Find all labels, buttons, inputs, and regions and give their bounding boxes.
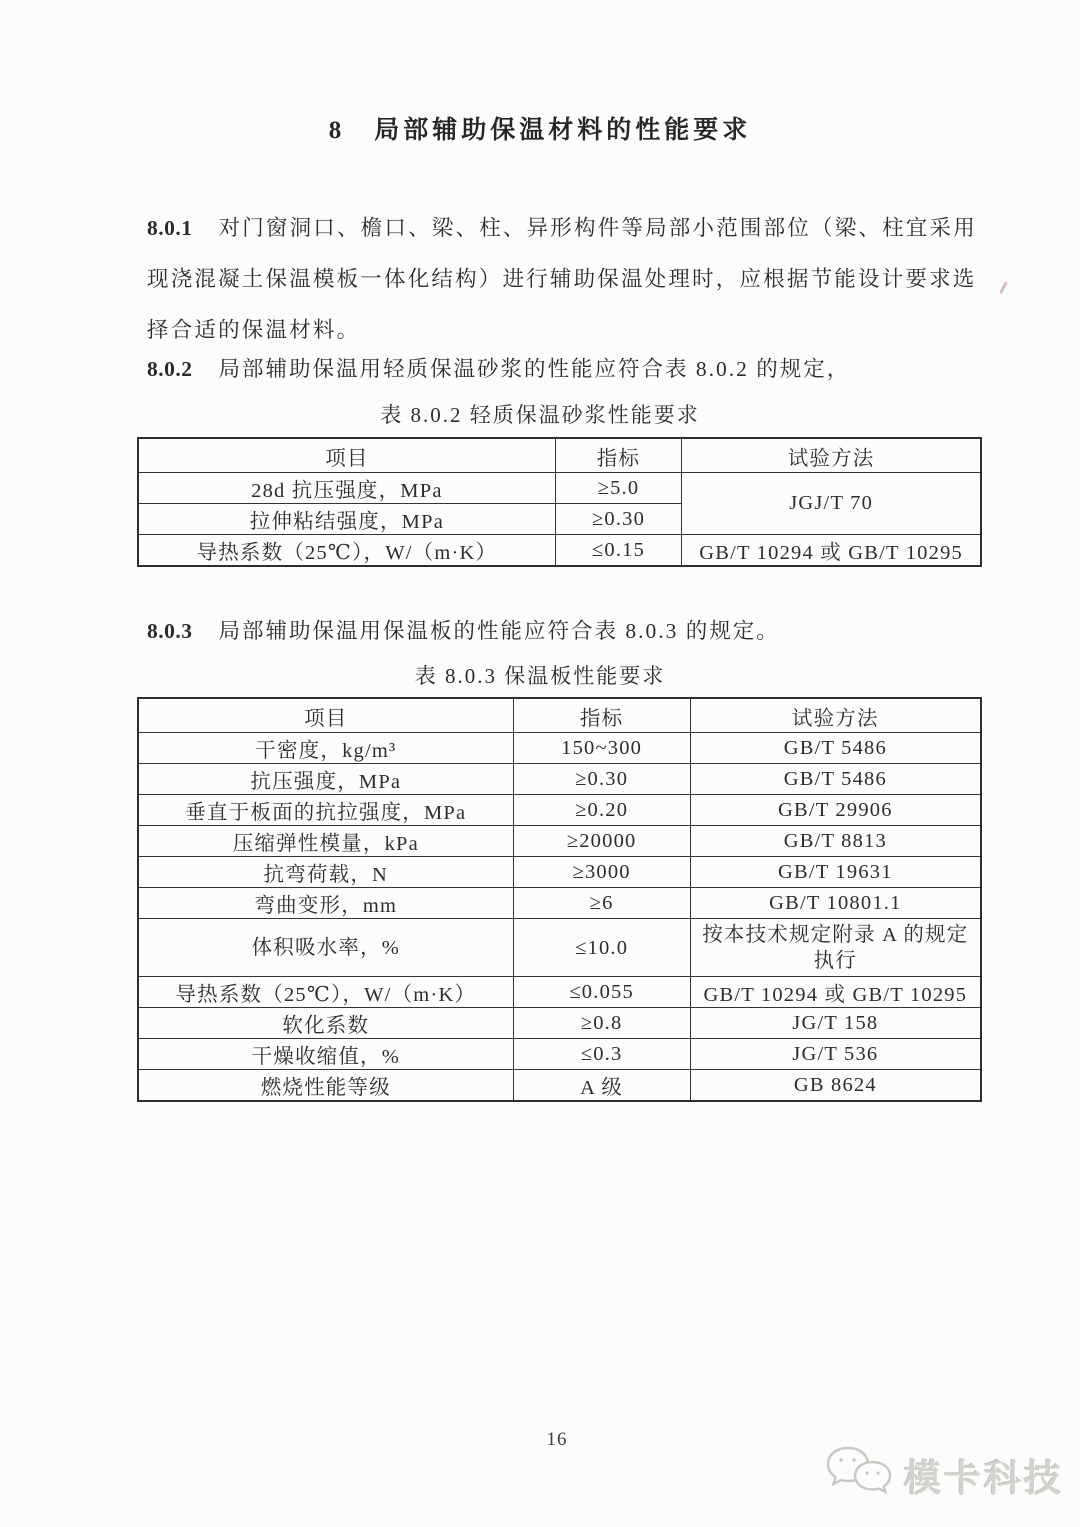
cell-method: GB/T 19631 (690, 857, 981, 888)
table-row (138, 888, 981, 919)
section-8-0-3 (147, 611, 993, 651)
watermark (824, 1444, 1064, 1506)
cell-method-merged: JGJ/T 70 (682, 473, 981, 535)
cell-value: ≤0.15 (555, 535, 681, 567)
header-value: 指标 (555, 438, 681, 473)
header-method: 试验方法 (682, 438, 981, 473)
cell-item: 垂直于板面的抗拉强度，MPa (138, 795, 513, 826)
header-item: 项目 (138, 438, 555, 473)
table-row (138, 1039, 981, 1070)
cell-value: ≤0.055 (513, 977, 690, 1008)
section-8-0-2 (147, 349, 993, 389)
cell-method: GB/T 10294 或 GB/T 10295 (690, 977, 981, 1008)
cell-value: ≥3000 (513, 857, 690, 888)
table-row (138, 1008, 981, 1039)
table-8-0-2-caption: 表 8.0.2 轻质保温砂浆性能要求 (380, 403, 700, 427)
table-row (138, 919, 981, 977)
cell-value: ≥0.30 (555, 504, 681, 535)
section-8-0-1-line-1 (147, 203, 993, 254)
section-8-0-1-line-2 (147, 254, 993, 305)
cell-value: ≤0.3 (513, 1039, 690, 1070)
scan-artifact-mark (999, 281, 1007, 294)
cell-item: 抗压强度，MPa (138, 764, 513, 795)
section-text: 现浇混凝土保温模板一体化结构）进行辅助保温处理时，应根据节能设计要求选 (147, 267, 977, 291)
cell-item: 28d 抗压强度，MPa (138, 473, 555, 504)
cell-method: GB/T 5486 (690, 764, 981, 795)
table-row (138, 535, 981, 567)
cell-method: JG/T 158 (690, 1008, 981, 1039)
table-8-0-3 (137, 697, 982, 1102)
section-text: 择合适的保温材料。 (147, 318, 361, 342)
cell-method: GB/T 10294 或 GB/T 10295 (682, 535, 981, 567)
section-text: 局部辅助保温用保温板的性能应符合表 8.0.3 的规定。 (218, 619, 780, 643)
table-8-0-2 (137, 437, 982, 567)
cell-item: 压缩弹性模量，kPa (138, 826, 513, 857)
cell-item: 抗弯荷载，N (138, 857, 513, 888)
wechat-chat-bubbles-icon (824, 1444, 898, 1506)
table-row (138, 733, 981, 764)
page-title: 8 局部辅助保温材料的性能要求 (328, 117, 752, 144)
cell-item: 干密度，kg/m³ (138, 733, 513, 764)
cell-value: ≥5.0 (555, 473, 681, 504)
cell-method: 按本技术规定附录 A 的规定执行 (690, 919, 981, 977)
cell-method: GB/T 10801.1 (690, 888, 981, 919)
page-number: 16 (546, 1429, 568, 1450)
cell-value: ≥6 (513, 888, 690, 919)
section-text: 对门窗洞口、檐口、梁、柱、异形构件等局部小范围部位（梁、柱宜采用 (218, 216, 977, 240)
table-header-row (138, 438, 981, 473)
table-row (138, 473, 981, 504)
cell-item: 导热系数（25℃），W/（m·K） (138, 535, 555, 567)
cell-item: 体积吸水率，% (138, 919, 513, 977)
table-row (138, 795, 981, 826)
watermark-label: 模卡科技 (904, 1459, 1064, 1500)
table-row (138, 764, 981, 795)
table-header-row (138, 698, 981, 733)
section-number: 8.0.2 (147, 357, 193, 381)
header-item: 项目 (138, 698, 513, 733)
cell-value: 150~300 (513, 733, 690, 764)
header-method: 试验方法 (690, 698, 981, 733)
table-row (138, 1070, 981, 1102)
section-number: 8.0.3 (147, 619, 193, 643)
cell-method: GB 8624 (690, 1070, 981, 1102)
cell-item: 弯曲变形，mm (138, 888, 513, 919)
cell-value: ≥0.30 (513, 764, 690, 795)
section-text: 局部辅助保温用轻质保温砂浆的性能应符合表 8.0.2 的规定， (218, 357, 851, 381)
cell-value: A 级 (513, 1070, 690, 1102)
cell-method: GB/T 5486 (690, 733, 981, 764)
cell-value: ≥0.20 (513, 795, 690, 826)
header-value: 指标 (513, 698, 690, 733)
section-number: 8.0.1 (147, 216, 193, 240)
cell-value: ≥0.8 (513, 1008, 690, 1039)
cell-method: GB/T 29906 (690, 795, 981, 826)
cell-method: GB/T 8813 (690, 826, 981, 857)
cell-item: 拉伸粘结强度，MPa (138, 504, 555, 535)
table-row (138, 826, 981, 857)
table-row (138, 857, 981, 888)
cell-item: 燃烧性能等级 (138, 1070, 513, 1102)
cell-method: JG/T 536 (690, 1039, 981, 1070)
cell-item: 软化系数 (138, 1008, 513, 1039)
table-8-0-3-caption: 表 8.0.3 保温板性能要求 (414, 664, 666, 688)
table-row (138, 977, 981, 1008)
section-8-0-1 (147, 203, 993, 356)
cell-value: ≥20000 (513, 826, 690, 857)
cell-value: ≤10.0 (513, 919, 690, 977)
cell-item: 干燥收缩值，% (138, 1039, 513, 1070)
cell-item: 导热系数（25℃），W/（m·K） (138, 977, 513, 1008)
